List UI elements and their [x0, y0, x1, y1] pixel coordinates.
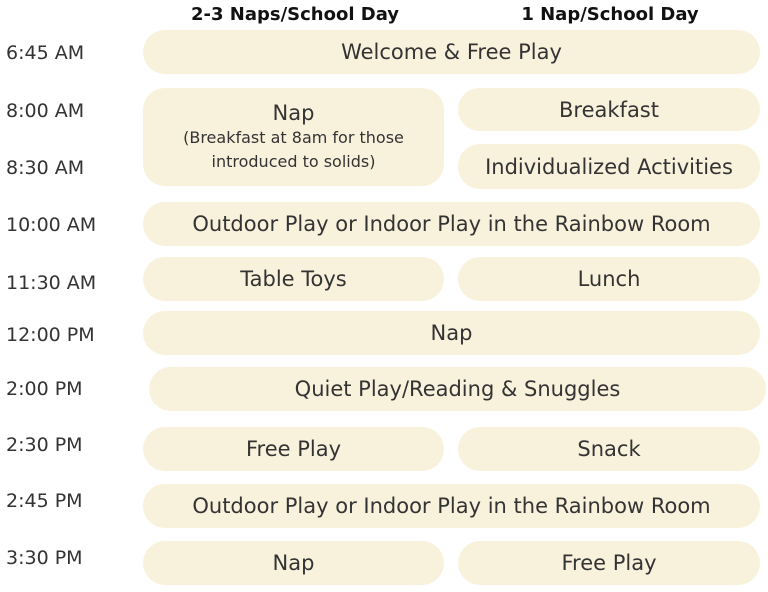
header-two-three-naps: 2-3 Naps/School Day	[190, 4, 400, 25]
activity-label: Nap	[272, 101, 315, 125]
activity-note: introduced to solids)	[211, 152, 376, 171]
activity-free-play	[458, 541, 760, 585]
activity-label: Welcome & Free Play	[341, 40, 562, 64]
time-label: 2:30 PM	[6, 434, 83, 456]
activity-nap-morning	[143, 88, 444, 186]
activity-note: (Breakfast at 8am for those	[183, 128, 404, 147]
activity-label: Outdoor Play or Indoor Play in the Rainbow Room	[192, 494, 711, 518]
activity-breakfast	[458, 88, 760, 131]
time-label: 2:45 PM	[6, 490, 83, 512]
activity-label: Outdoor Play or Indoor Play in the Rainbow Room	[192, 212, 711, 236]
activity-label: Breakfast	[559, 97, 659, 122]
time-label: 8:00 AM	[6, 100, 85, 122]
time-label: 11:30 AM	[6, 272, 97, 294]
time-label: 8:30 AM	[6, 157, 85, 179]
activity-label: Nap	[272, 551, 315, 575]
activity-quiet-play	[149, 367, 766, 411]
activity-label: Lunch	[577, 267, 641, 291]
header-one-nap: 1 Nap/School Day	[521, 4, 699, 25]
time-label: 10:00 AM	[6, 214, 97, 236]
activity-nap-afternoon	[143, 541, 444, 585]
activity-label: Table Toys	[240, 267, 347, 291]
activity-outdoor-play	[143, 484, 760, 528]
activity-label: Free Play	[561, 551, 657, 575]
activity-snack	[458, 427, 760, 471]
activity-individualized	[458, 144, 760, 189]
activity-table-toys	[143, 257, 444, 301]
time-label: 12:00 PM	[6, 324, 95, 346]
activity-free-play	[143, 427, 444, 471]
activity-label: Free Play	[245, 437, 342, 461]
time-label: 2:00 PM	[6, 378, 83, 400]
activity-lunch	[458, 257, 760, 301]
activity-label: Individualized Activities	[485, 154, 733, 179]
activity-label: Quiet Play/Reading & Snuggles	[294, 377, 621, 401]
activity-welcome-free-play	[143, 30, 760, 74]
activity-outdoor-play	[143, 202, 760, 246]
activity-nap-noon	[143, 311, 760, 355]
time-label: 6:45 AM	[6, 42, 85, 64]
activity-label: Nap	[430, 321, 473, 345]
time-label: 3:30 PM	[6, 547, 83, 569]
activity-label: Snack	[577, 437, 641, 461]
